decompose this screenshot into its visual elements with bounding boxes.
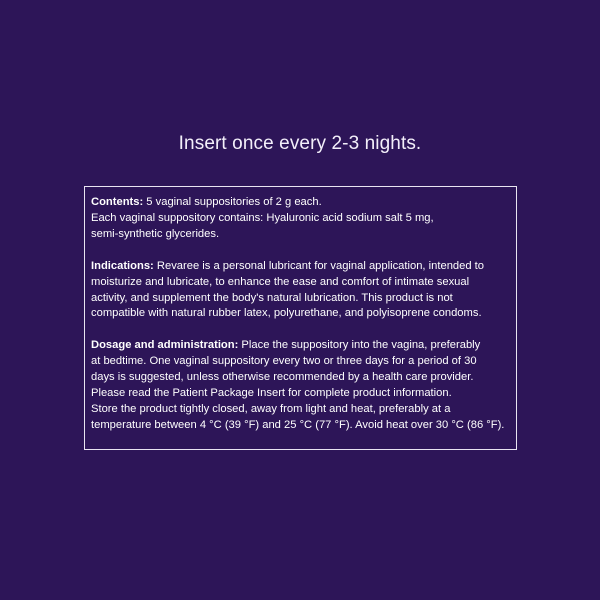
dosage-line: Store the product tightly closed, away from light and heat, preferably at a xyxy=(91,402,451,415)
contents-section xyxy=(91,195,510,243)
contents-text: 5 vaginal suppositories of 2 g each. xyxy=(143,196,322,208)
dosage-line: Please read the Patient Package Insert for complete product information. xyxy=(91,387,452,400)
contents-line: Each vaginal suppository contains: Hyaluronic acid sodium salt 5 mg, xyxy=(91,211,434,224)
indications-section xyxy=(91,259,510,323)
dosage-line: days is suggested, unless otherwise recommended by a health care provider. xyxy=(91,371,474,384)
indications-text: Revaree is a personal lubricant for vaginal application, intended to xyxy=(153,259,485,272)
indications-line: activity, and supplement the body's natural lubrication. This product is not xyxy=(91,291,453,304)
dosage-line: at bedtime. One vaginal suppository every two or three days for a period of 30 xyxy=(91,355,477,368)
dosage-line: temperature between 4 °C (39 °F) and 25 °C (77 °F). Avoid heat over 30 °C (86 °F). xyxy=(91,418,505,431)
indications-label: Indications: xyxy=(91,259,154,272)
contents-first-line xyxy=(91,195,510,211)
indications-first-line xyxy=(91,259,510,275)
dosage-text: Place the suppository into the vagina, preferably xyxy=(238,339,481,352)
headline: Insert once every 2-3 nights. xyxy=(178,133,422,154)
contents-line: semi-synthetic glycerides. xyxy=(91,227,220,240)
indications-line: compatible with natural rubber latex, polyurethane, and polyisoprene condoms. xyxy=(91,307,482,320)
dosage-label: Dosage and administration: xyxy=(91,339,239,352)
indications-line: moisturize and lubricate, to enhance the ease and comfort of intimate sexual xyxy=(91,275,470,288)
contents-label: Contents: xyxy=(91,196,144,208)
product-info-box xyxy=(84,186,517,450)
dosage-section xyxy=(91,338,510,433)
dosage-first-line xyxy=(91,338,510,354)
